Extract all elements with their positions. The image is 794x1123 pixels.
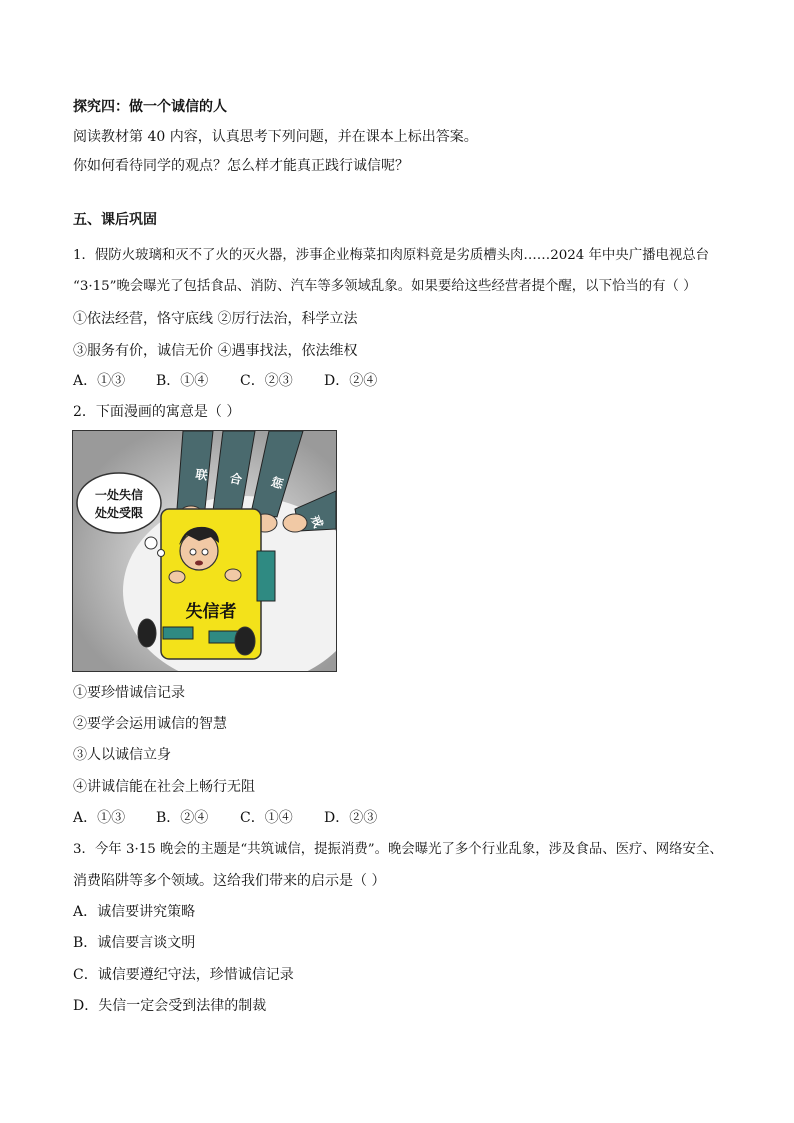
sleeve-label-2: 合	[228, 470, 244, 488]
sleeve-label-4: 戒	[308, 513, 326, 530]
q2-option-d: D．②③	[324, 810, 378, 826]
q1-options	[73, 372, 377, 390]
sleeve-label-1: 联	[194, 467, 209, 483]
q1-option-c: C．②③	[240, 373, 293, 389]
section4-line2: 你如何看待同学的观点？怎么样才能真正践行诚信呢？	[73, 158, 409, 174]
q1-item-line2: ③服务有价，诚信无价 ④遇事找法，依法维权	[73, 343, 358, 359]
q3-option-d: D．失信一定会受到法律的制裁	[73, 998, 267, 1014]
q1-option-b: B．①④	[156, 373, 209, 389]
q1-stem-line1: 1．假防火玻璃和灭不了火的灭火器，涉事企业梅菜扣肉原料竟是劣质槽头肉……2024 年中央广播电视总台	[73, 248, 710, 263]
comic-illustration	[72, 430, 337, 672]
board-label: 失信者	[185, 602, 237, 622]
q2-item-2: ②要学会运用诚信的智慧	[73, 716, 227, 732]
q2-stem: 2．下面漫画的寓意是（ ）	[73, 404, 241, 420]
section4-title: 探究四：做一个诚信的人	[73, 99, 227, 115]
bubble-line1: 一处失信	[94, 488, 144, 502]
q1-stem-line2: “3·15”晚会曝光了包括食品、消防、汽车等多领域乱象。如果要给这些经营者提个醒，以下恰当的有（ ）	[73, 279, 697, 294]
q3-stem-line2: 消费陷阱等多个领域。这给我们带来的启示是（ ）	[73, 873, 386, 889]
q2-options	[73, 809, 377, 827]
q1-option-a: A．①③	[73, 373, 126, 389]
q2-item-3: ③人以诚信立身	[73, 747, 171, 763]
section4-line1: 阅读教材第 40 内容，认真思考下列问题，并在课本上标出答案。	[73, 129, 478, 145]
section5-title: 五、课后巩固	[73, 212, 157, 228]
q2-option-a: A．①③	[73, 810, 126, 826]
q2-item-1: ①要珍惜诚信记录	[73, 685, 185, 701]
q2-item-4: ④讲诚信能在社会上畅行无阻	[73, 779, 255, 795]
q3-stem-line1: 3．今年 3·15 晚会的主题是“共筑诚信，提振消费”。晚会曝光了多个行业乱象，涉及食品、医疗、网络安全、	[73, 842, 723, 857]
q2-option-c: C．①④	[240, 810, 293, 826]
bubble-line2: 处处受限	[94, 506, 144, 520]
q3-option-b: B．诚信要言谈文明	[73, 935, 196, 951]
q1-item-line1: ①依法经营，恪守底线 ②厉行法治，科学立法	[73, 311, 358, 327]
q2-option-b: B．②④	[156, 810, 209, 826]
q3-option-a: A．诚信要讲究策略	[73, 904, 196, 920]
q1-option-d: D．②④	[324, 373, 378, 389]
sleeve-label-3: 惩	[269, 474, 286, 492]
q3-option-c: C．诚信要遵纪守法，珍惜诚信记录	[73, 967, 294, 983]
